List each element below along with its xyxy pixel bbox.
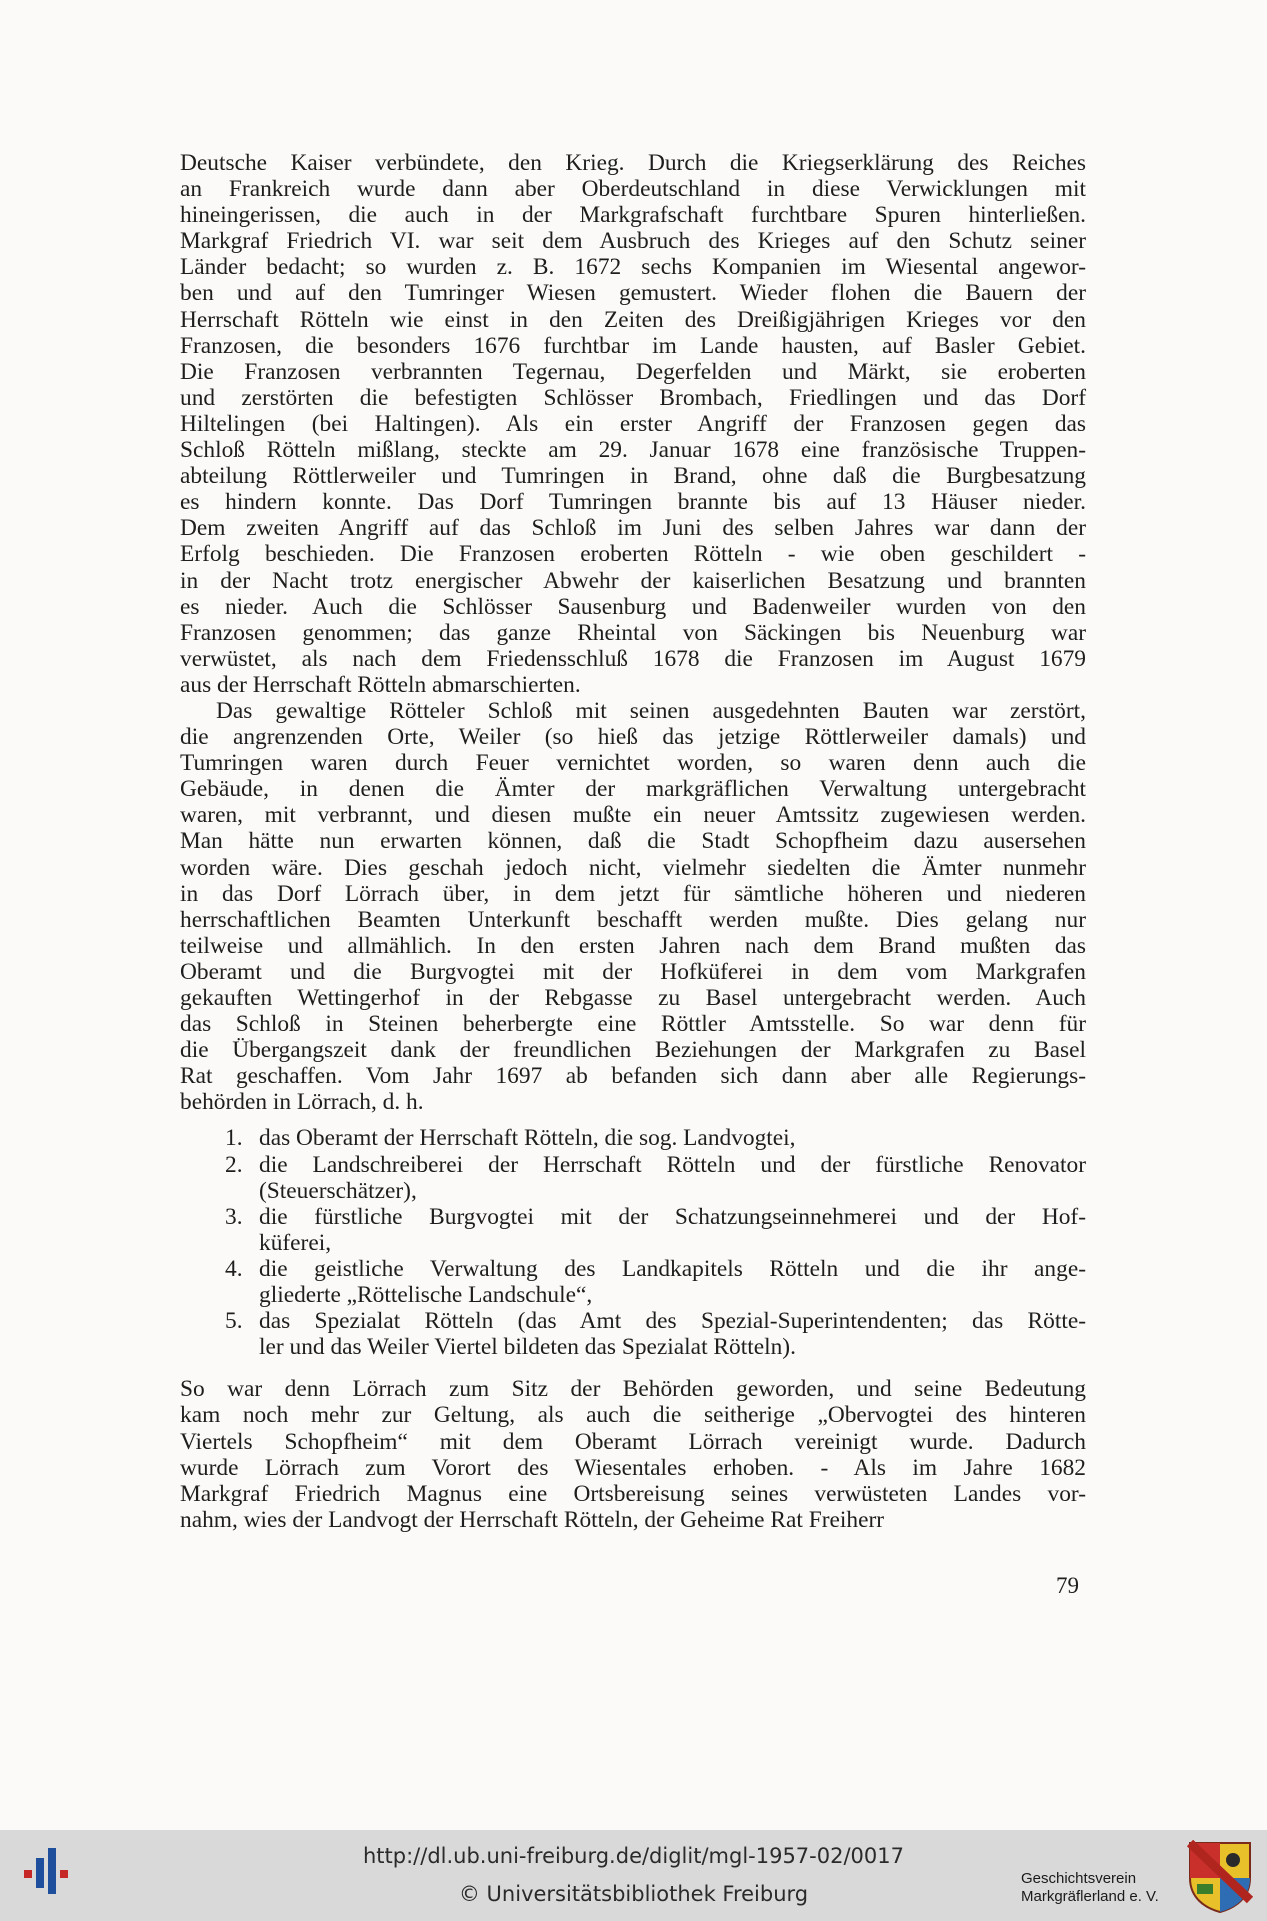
- text-line: herrschaftlichen Beamten Unterkunft beschafft werden mußte. Dies gelang nur: [180, 906, 1086, 933]
- text-line: Erfolg beschieden. Die Franzosen eroberten Rötteln - wie oben geschildert -: [180, 541, 1086, 568]
- text-line: worden wäre. Dies geschah jedoch nicht, vielmehr siedelten die Ämter nunmehr: [180, 854, 1086, 881]
- text-line: Franzosen genommen; das ganze Rheintal von Säckingen bis Neuenburg war: [180, 619, 1086, 646]
- text-line: verwüstet, als nach dem Friedensschluß 1678 die Franzosen im August 1679: [180, 645, 1086, 672]
- list-item: [180, 1256, 1086, 1308]
- list-item-number: 2.: [225, 1151, 243, 1178]
- text-line: Hiltelingen (bei Haltingen). Als ein erster Angriff der Franzosen gegen das: [180, 410, 1086, 437]
- list-item: [180, 1125, 1086, 1151]
- list-item-number: 1.: [225, 1125, 243, 1152]
- footer-copyright: © Universitätsbibliothek Freiburg: [458, 1882, 809, 1906]
- text-line: Länder bedacht; so wurden z. B. 1672 sechs Kompanien im Wiesental angewor-: [180, 254, 1086, 281]
- text-line: Schloß Rötteln mißlang, steckte am 29. Januar 1678 eine französische Truppen-: [180, 437, 1086, 464]
- text-line: Tumringen waren durch Feuer vernichtet worden, so waren denn auch die: [180, 750, 1086, 777]
- text-line: wurde Lörrach zum Vorort des Wiesentales erhoben. - Als im Jahre 1682: [180, 1454, 1086, 1481]
- list-item-text: die fürstliche Burgvogtei mit der Schatzungseinnehmerei und der Hof-: [259, 1203, 1086, 1230]
- list-item: [180, 1152, 1086, 1204]
- text-line: nahm, wies der Landvogt der Herrschaft Rötteln, der Geheime Rat Freiherr: [180, 1506, 885, 1533]
- list-item-text: die geistliche Verwaltung des Landkapitels Rötteln und die ihr ange-: [259, 1255, 1086, 1282]
- text-line: Viertels Schopfheim“ mit dem Oberamt Lörrach vereinigt wurde. Dadurch: [180, 1428, 1086, 1455]
- paragraph-2: [180, 698, 1086, 1116]
- footer-url-link[interactable]: http://dl.ub.uni-freiburg.de/diglit/mgl-1957-02/0017: [362, 1844, 904, 1868]
- list-item-text: das Oberamt der Herrschaft Rötteln, die sog. Landvogtei,: [259, 1125, 796, 1152]
- society-name: [1021, 1870, 1181, 1906]
- list-item: [180, 1204, 1086, 1256]
- text-line: Markgraf Friedrich Magnus eine Ortsbereisung seines verwüsteten Landes vor-: [180, 1480, 1086, 1507]
- text-line: hineingerissen, die auch in der Markgrafschaft furchtbare Spuren hinterließen.: [180, 202, 1086, 229]
- list-item-number: 5.: [225, 1308, 243, 1335]
- page-number: 79: [1056, 1573, 1079, 1598]
- list-item-text: (Steuerschätzer),: [259, 1177, 417, 1204]
- list-item-text: die Landschreiberei der Herrschaft Rötteln und der fürstliche Renovator: [259, 1151, 1086, 1178]
- text-line: teilweise und allmählich. In den ersten Jahren nach dem Brand mußten das: [180, 932, 1086, 959]
- text-line: in das Dorf Lörrach über, in dem jetzt für sämtliche höheren und niederen: [180, 880, 1086, 907]
- text-line: gekauften Wettingerhof in der Rebgasse zu Basel untergebracht werden. Auch: [180, 985, 1086, 1011]
- list-item-text: ler und das Weiler Viertel bildeten das Spezialat Rötteln).: [259, 1334, 796, 1361]
- text-line: Rat geschaffen. Vom Jahr 1697 ab befanden sich dann aber alle Regierungs-: [180, 1063, 1086, 1090]
- list-item-number: 4.: [225, 1255, 243, 1282]
- society-name-line-2: Markgräflerland e. V.: [1021, 1888, 1159, 1905]
- coat-of-arms-icon: [1187, 1840, 1253, 1914]
- text-line: Markgraf Friedrich VI. war seit dem Ausbruch des Krieges auf den Schutz seiner: [180, 228, 1086, 255]
- paragraph-3: [180, 1376, 1086, 1533]
- list-item: [180, 1308, 1086, 1360]
- paragraph-1: [180, 150, 1086, 698]
- text-line: die angrenzenden Orte, Weiler (so hieß das jetzige Röttlerweiler damals) und: [180, 724, 1086, 751]
- text-line: es hindern konnte. Das Dorf Tumringen brannte bis auf 13 Häuser nieder.: [180, 489, 1086, 516]
- text-line: abteilung Röttlerweiler und Tumringen in Brand, ohne daß die Burgbesatzung: [180, 463, 1086, 490]
- text-line: Dem zweiten Angriff auf das Schloß im Juni des selben Jahres war dann der: [180, 515, 1086, 542]
- list-item-number: 3.: [225, 1203, 243, 1230]
- text-line: Oberamt und die Burgvogtei mit der Hofküferei in dem vom Markgrafen: [180, 958, 1086, 985]
- text-line: Herrschaft Rötteln wie einst in den Zeiten des Dreißigjährigen Krieges vor den: [180, 306, 1086, 333]
- enumerated-list: [180, 1125, 1086, 1360]
- text-line: Man hätte nun erwarten können, daß die Stadt Schopfheim dazu ausersehen: [180, 828, 1086, 855]
- text-line: die Übergangszeit dank der freundlichen Beziehungen der Markgrafen zu Basel: [180, 1037, 1086, 1064]
- text-line: waren, mit verbrannt, und diesen mußte ein neuer Amtssitz zugewiesen werden.: [180, 802, 1086, 829]
- list-item-text: küferei,: [259, 1229, 332, 1256]
- text-line: Franzosen, die besonders 1676 furchtbar im Lande hausten, auf Basler Gebiet.: [180, 332, 1086, 359]
- text-line: kam noch mehr zur Geltung, als auch die seitherige „Obervogtei des hinteren: [180, 1402, 1086, 1429]
- list-item-text: gliederte „Röttelische Landschule“,: [259, 1282, 593, 1309]
- list-item-text: das Spezialat Rötteln (das Amt des Spezial-Superintendenten; das Rötte-: [259, 1308, 1086, 1335]
- text-line: das Schloß in Steinen beherbergte eine Röttler Amtsstelle. So war denn für: [180, 1011, 1086, 1038]
- text-line: Gebäude, in denen die Ämter der markgräflichen Verwaltung untergebracht: [180, 776, 1086, 803]
- footer-bar: [0, 1830, 1267, 1921]
- text-line: aus der Herrschaft Rötteln abmarschierten.: [180, 671, 581, 698]
- text-line: Das gewaltige Rötteler Schloß mit seinen ausgedehnten Bauten war zerstört,: [216, 697, 1086, 724]
- society-name-line-1: Geschichtsverein: [1021, 1870, 1137, 1887]
- text-line: Die Franzosen verbrannten Tegernau, Degerfelden und Märkt, sie eroberten: [180, 358, 1086, 385]
- text-line: und zerstörten die befestigten Schlösser Brombach, Friedlingen und das Dorf: [180, 384, 1086, 411]
- body-text: [180, 150, 1086, 1533]
- text-line: Deutsche Kaiser verbündete, den Krieg. Durch die Kriegserklärung des Reiches: [180, 150, 1086, 176]
- text-line: ben und auf den Tumringer Wiesen gemustert. Wieder flohen die Bauern der: [180, 280, 1086, 307]
- text-line: behörden in Lörrach, d. h.: [180, 1089, 424, 1116]
- text-line: in der Nacht trotz energischer Abwehr der kaiserlichen Besatzung und brannten: [180, 567, 1086, 594]
- text-line: an Frankreich wurde dann aber Oberdeutschland in diese Verwicklungen mit: [180, 176, 1086, 203]
- text-line: So war denn Lörrach zum Sitz der Behörden geworden, und seine Bedeutung: [180, 1376, 1086, 1403]
- text-line: es nieder. Auch die Schlösser Sausenburg und Badenweiler wurden von den: [180, 593, 1086, 620]
